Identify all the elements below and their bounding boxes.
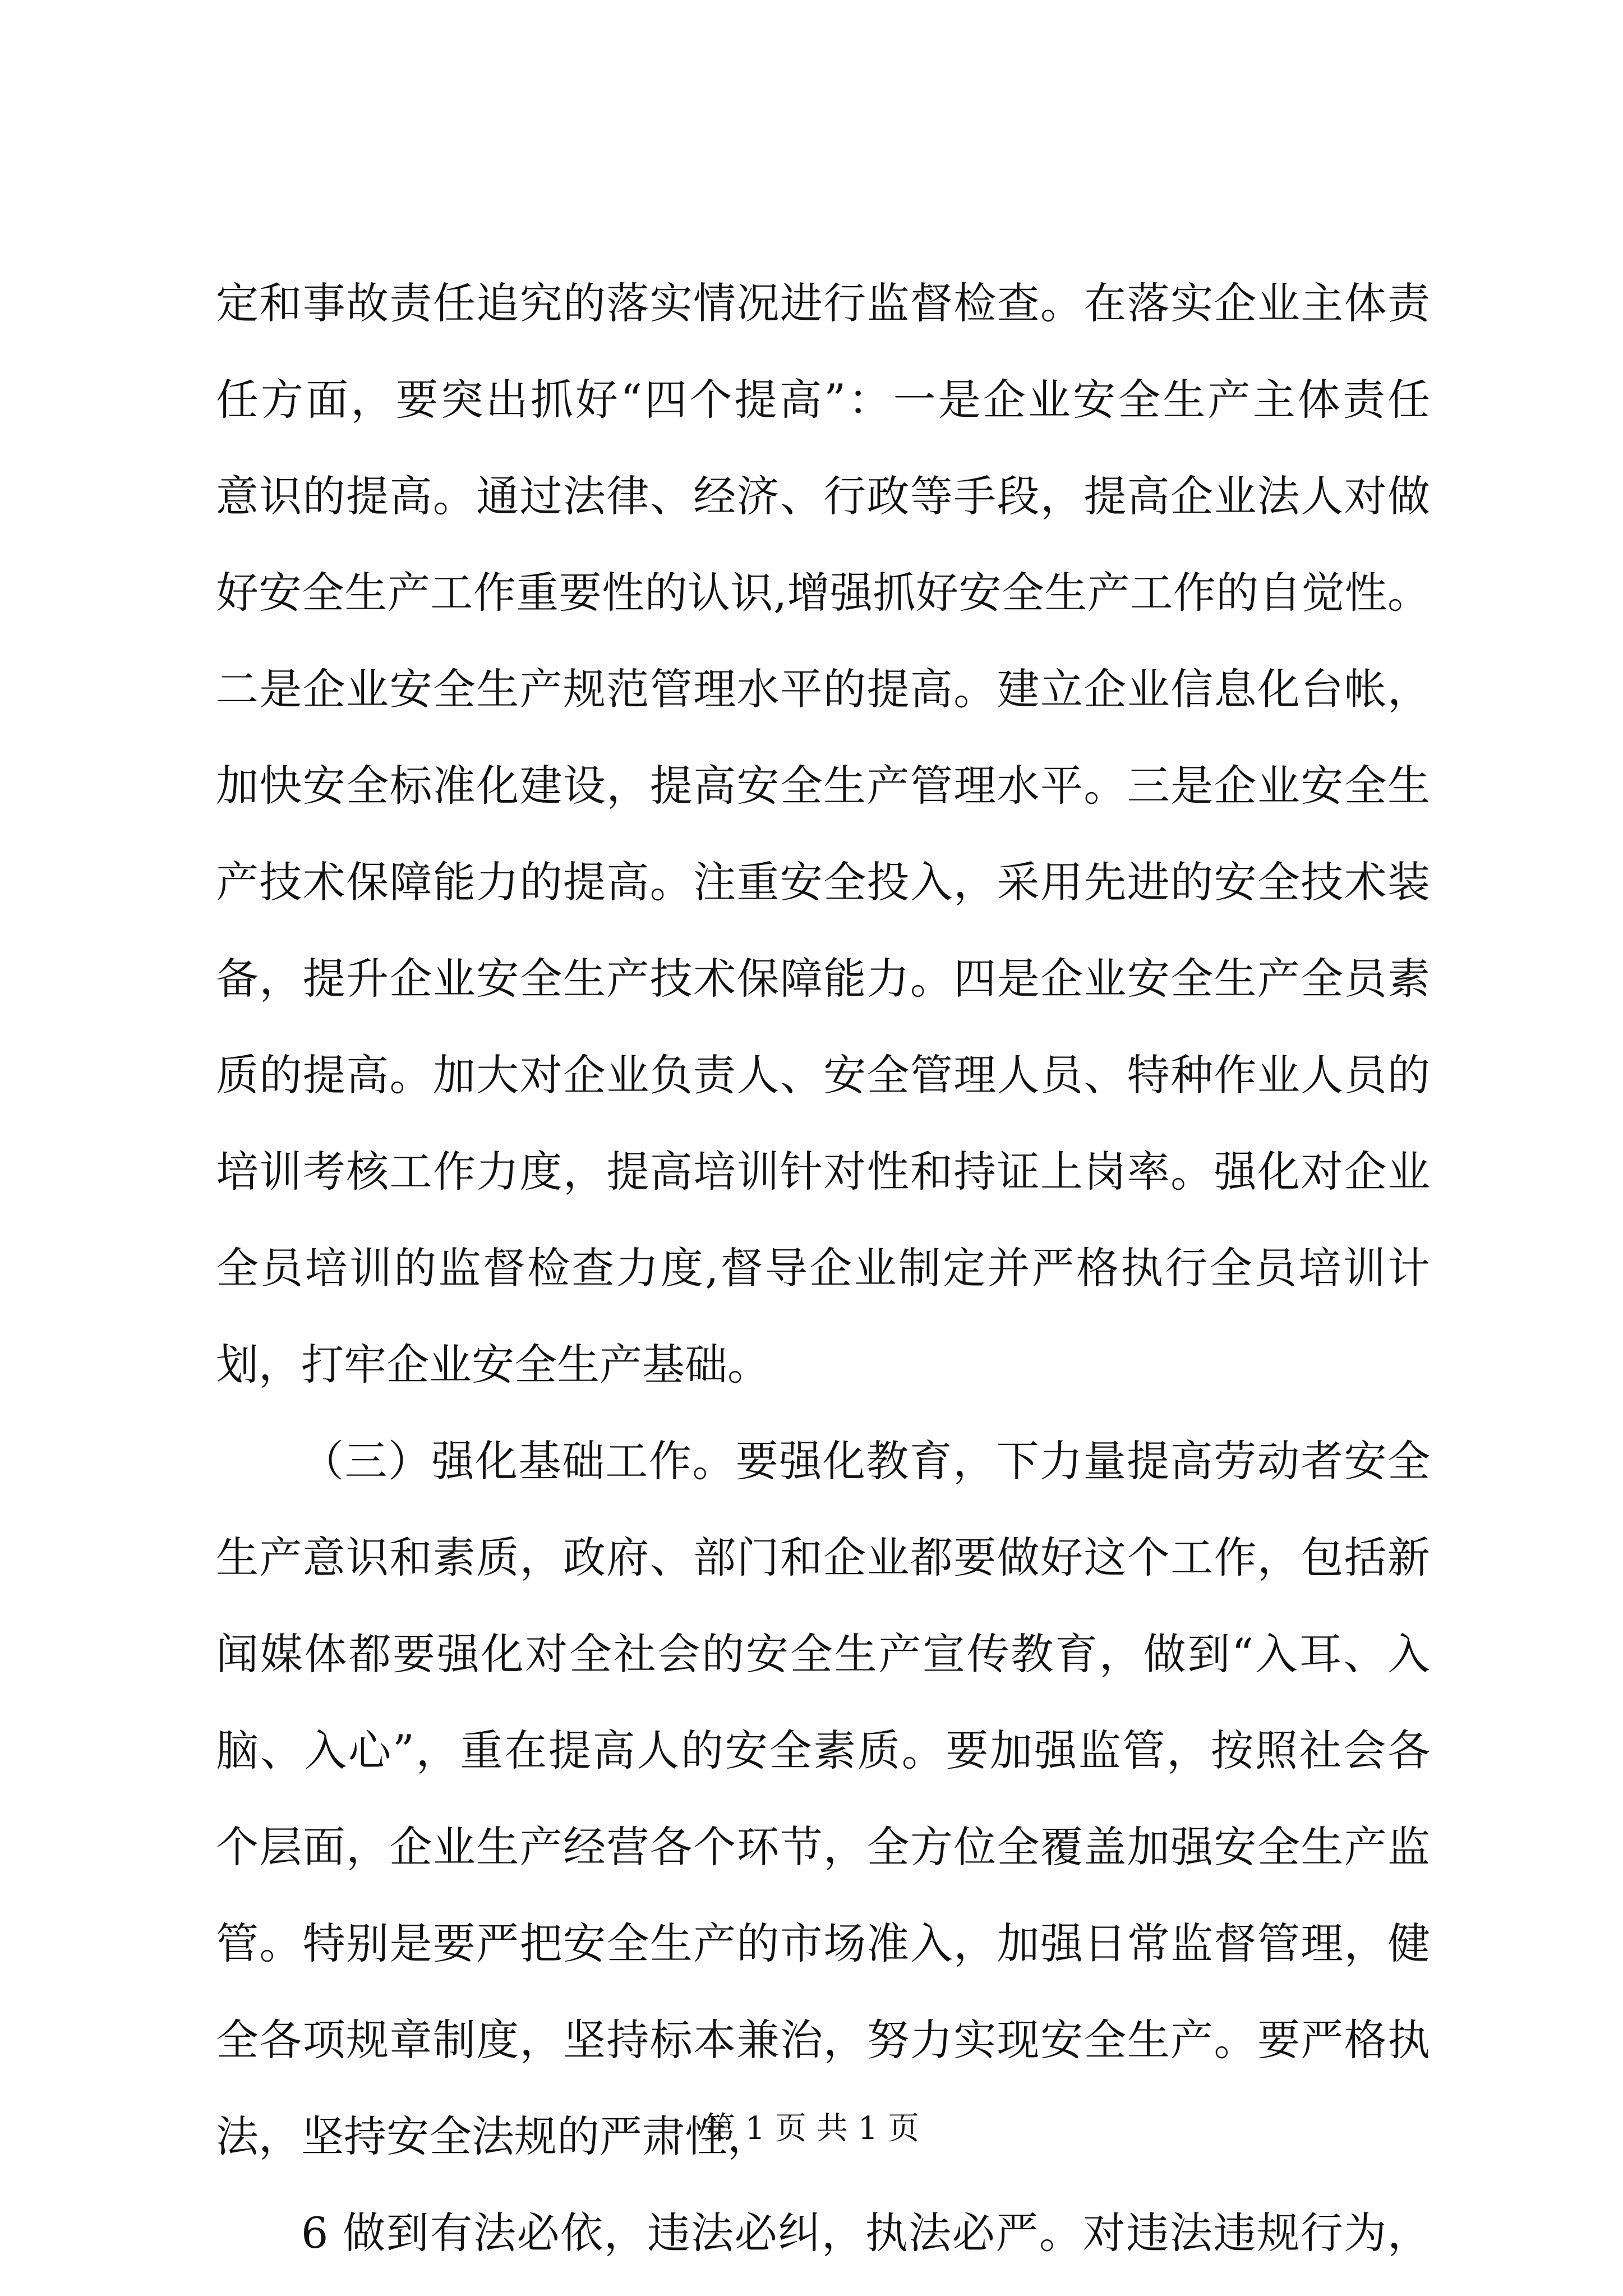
text-line: 划，打牢企业安全生产基础。 <box>216 1340 770 1389</box>
text-line: 全员培训的监督检查力度,督导企业制定并严格执行全员培训计 <box>216 1243 1430 1293</box>
document-body <box>216 255 1430 2281</box>
text-line: 生产意识和素质，政府、部门和企业都要做好这个工作，包括新 <box>216 1533 1430 1582</box>
text-line: 定和事故责任追究的落实情况进行监督检查。在落实企业主体责 <box>216 278 1430 328</box>
text-line: 任方面，要突出抓好“四个提高”：一是企业安全生产主体责任 <box>216 375 1430 425</box>
page-number-footer: 第 1 页 共 1 页 <box>703 2110 920 2147</box>
text-line: 培训考核工作力度，提高培训针对性和持证上岗率。强化对企业 <box>216 1147 1430 1197</box>
text-line: 质的提高。加大对企业负责人、安全管理人员、特种作业人员的 <box>216 1050 1430 1100</box>
text-line: 闻媒体都要强化对全社会的安全生产宣传教育，做到“入耳、入 <box>216 1629 1430 1679</box>
text-line: 个层面，企业生产经营各个环节，全方位全覆盖加强安全生产监 <box>216 1822 1430 1872</box>
text-line: 好安全生产工作重要性的认识,增强抓好安全生产工作的自觉性。 <box>216 568 1430 618</box>
text-line: 产技术保障能力的提高。注重安全投入，采用先进的安全技术装 <box>216 857 1430 907</box>
text-line: 脑、入心”，重在提高人的安全素质。要加强监管，按照社会各 <box>216 1726 1430 1775</box>
text-line: 二是企业安全生产规范管理水平的提高。建立企业信息化台帐， <box>216 664 1430 714</box>
text-line: 加快安全标准化建设，提高安全生产管理水平。三是企业安全生 <box>216 761 1430 811</box>
text-line: 法，坚持安全法规的严肃性， <box>216 2111 770 2161</box>
text-line: 全各项规章制度，坚持标本兼治，努力实现安全生产。要严格执 <box>216 2015 1430 2065</box>
text-line: 管。特别是要严把安全生产的市场准入，加强日常监督管理，健 <box>216 1918 1430 1968</box>
text-line: 意识的提高。通过法律、经济、行政等手段，提高企业法人对做 <box>216 471 1430 521</box>
text-line: 备，提升企业安全生产技术保障能力。四是企业安全生产全员素 <box>216 954 1430 1004</box>
text-line: 6 做到有法必依，违法必纠，执法必严。对违法违规行为， <box>301 2208 1430 2258</box>
section-heading-line: （三）强化基础工作。要强化教育，下力量提高劳动者安全 <box>301 1436 1430 1486</box>
